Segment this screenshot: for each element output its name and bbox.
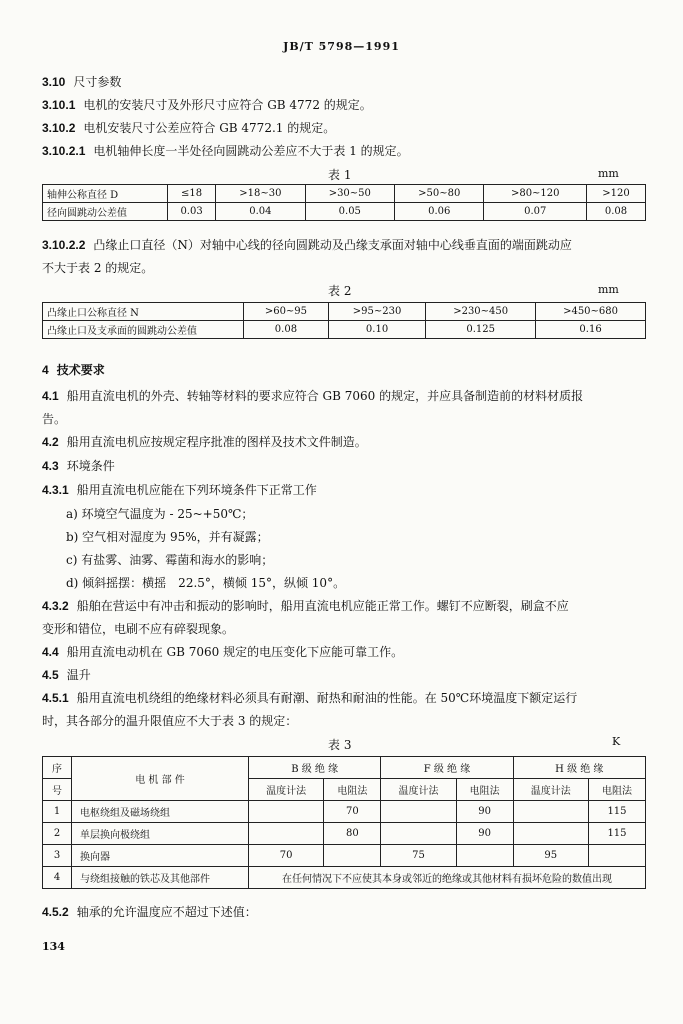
section-4-2: 4.2 船用直流电机应按规定程序批准的图样及技术文件制造。 — [42, 435, 367, 449]
section-4-5: 4.5 温升 — [42, 668, 91, 682]
table-row: 4 与绕组接触的铁芯及其他部件 在任何情况下不应使其本身或邻近的绝缘或其他材料有损坏危险的数值出现 — [43, 867, 646, 889]
table3-caption: 表 3 — [328, 738, 352, 752]
table-3 — [42, 756, 646, 889]
table-row: 径向圆跳动公差值 0.03 0.04 0.05 0.06 0.07 0.08 — [43, 203, 646, 221]
section-4: 4 技术要求 — [42, 363, 105, 377]
section-4-3-1: 4.3.1 船用直流电机应能在下列环境条件下正常工作 — [42, 483, 317, 497]
table-row: 凸缘止口公称直径 N >60~95 >95~230 >230~450 >450~680 — [43, 303, 646, 321]
section-4-5-2: 4.5.2 轴承的允许温度应不超过下述值： — [42, 905, 257, 919]
table1-unit: mm — [598, 167, 619, 180]
section-3-10-2-1: 3.10.2.1 电机轴伸长度一半处径向圆跳动公差应不大于表 1 的规定。 — [42, 144, 409, 158]
section-3-10-2: 3.10.2 电机安装尺寸公差应符合 GB 4772.1 的规定。 — [42, 121, 336, 135]
table2-unit: mm — [598, 283, 619, 296]
table1-caption: 表 1 — [328, 168, 352, 182]
section-3-10-2-2-cont: 不大于表 2 的规定。 — [42, 261, 154, 275]
section-4-3-2-cont: 变形和错位，电刷不应有碎裂现象。 — [42, 622, 235, 636]
section-3-10-2-2: 3.10.2.2 凸缘止口直径（N）对轴中心线的径向圆跳动及凸缘支承面对轴中心线垂直面的端面跳动应 — [42, 238, 572, 252]
condition-c: c) 有盐雾、油雾、霉菌和海水的影响； — [66, 553, 274, 567]
section-4-1: 4.1 船用直流电机的外壳、转轴等材料的要求应符合 GB 7060 的规定，并应具备制造前的材料材质报 — [42, 389, 584, 403]
table-row: 号 温度计法 电阻法 温度计法 电阻法 温度计法 电阻法 — [43, 779, 646, 801]
section-4-1-cont: 告。 — [42, 412, 67, 426]
section-4-3: 4.3 环境条件 — [42, 459, 115, 473]
table-row: 轴伸公称直径 D ≤18 >18~30 >30~50 >50~80 >80~120 >120 — [43, 185, 646, 203]
table-row: 2 单层换向极绕组 80 90 115 — [43, 823, 646, 845]
section-4-5-1-cont: 时，其各部分的温升限值应不大于表 3 的规定： — [42, 714, 298, 728]
table-1 — [42, 184, 646, 221]
table-row: 3 换向器 70 75 95 — [43, 845, 646, 867]
page-number: 134 — [42, 940, 65, 953]
section-4-3-2: 4.3.2 船舶在营运中有冲击和振动的影响时，船用直流电机应能正常工作。螺钉不应断裂，刷盒不应 — [42, 599, 569, 613]
table-row: 1 电枢绕组及磁场绕组 70 90 115 — [43, 801, 646, 823]
table-row: 序 电 机 部 件 B 级 绝 缘 F 级 绝 缘 H 级 绝 缘 — [43, 757, 646, 779]
condition-d: d) 倾斜摇摆：横摇 22.5°，横倾 15°，纵倾 10°。 — [66, 576, 346, 590]
section-3-10-1: 3.10.1 电机的安装尺寸及外形尺寸应符合 GB 4772 的规定。 — [42, 98, 372, 112]
table-row: 凸缘止口及支承面的圆跳动公差值 0.08 0.10 0.125 0.16 — [43, 321, 646, 339]
table-2 — [42, 302, 646, 339]
condition-a: a) 环境空气温度为 - 25~+50℃； — [66, 507, 254, 521]
table3-unit: K — [612, 735, 621, 748]
section-3-10: 3.10 尺寸参数 — [42, 75, 122, 89]
condition-b: b) 空气相对湿度为 95%，并有凝露； — [66, 530, 269, 544]
section-4-5-1: 4.5.1 船用直流电机绕组的绝缘材料必须具有耐潮、耐热和耐油的性能。在 50℃环境温度下额定运行 — [42, 691, 578, 705]
page-header: JB/T 5798—1991 — [283, 40, 400, 53]
section-4-4: 4.4 船用直流电动机在 GB 7060 规定的电压变化下应能可靠工作。 — [42, 645, 404, 659]
table2-caption: 表 2 — [328, 284, 352, 298]
